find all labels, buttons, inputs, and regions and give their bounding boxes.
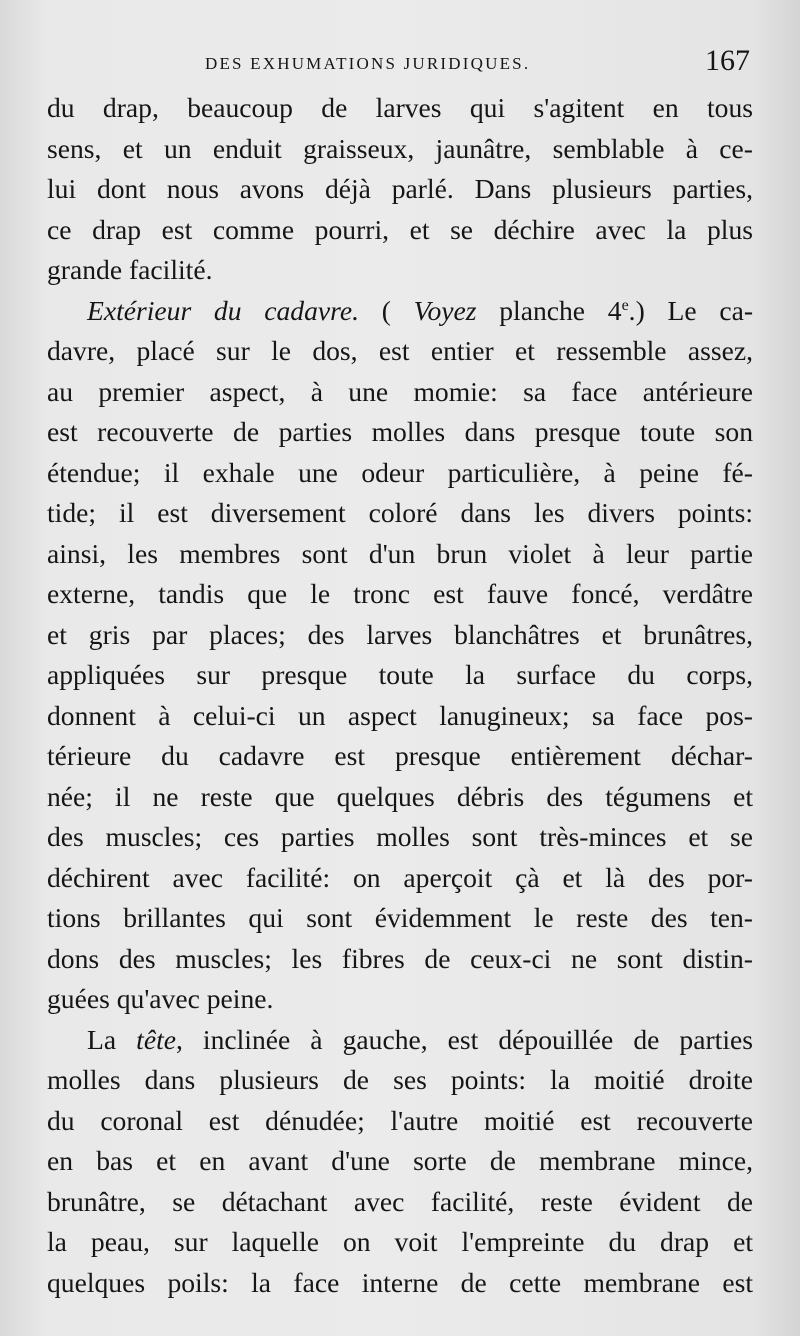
superscript: e [621,296,629,314]
text-line: déchirent avec facilité: on aperçoit çà et là des por- [47,861,753,893]
text-fragment: .) Le ca- [628,294,754,326]
page-header [48,44,752,84]
text-line: lui dont nous avons déjà parlé. Dans plusieurs parties, [47,173,753,204]
text-line: davre, placé sur le dos, est entier et ressemble assez, [47,335,753,366]
text-line: tide; il est diversement coloré dans les divers points: [47,497,753,528]
text-line: la peau, sur laquelle on voit l'empreinte du drap et [47,1226,753,1257]
text-line: grande facilité. [47,254,213,285]
text-line: étendue; il exhale une odeur particulière, à peine fé- [47,456,753,488]
text-line: du coronal est dénudée; l'autre moitié est recouverte [47,1104,753,1136]
text-line: térieure du cadavre est presque entièrement déchar- [47,740,753,771]
text-line: en bas et en avant d'une sorte de membrane mince, [47,1145,753,1176]
text-line-paragraph-start [47,1020,753,1061]
text-line: brunâtre, se détachant avec facilité, reste évident de [47,1185,753,1217]
text-line-section-heading [47,291,753,332]
text-line: donnent à celui-ci un aspect lanugineux; sa face pos- [47,699,753,731]
text-line: née; il ne reste que quelques débris des tégumens et [47,780,753,812]
text-line: appliquées sur presque toute la surface du corps, [47,659,753,690]
text-line: et gris par places; des larves blanchâtres et brunâtres, [47,618,753,650]
running-title: DES EXHUMATIONS JURIDIQUES. [205,54,531,73]
text-line: ce drap est comme pourri, et se déchire avec la plus [47,213,753,245]
text-line: molles dans plusieurs de ses points: la moitié droite [47,1064,753,1095]
text-line: quelques poils: la face interne de cette membrane est [47,1266,753,1298]
text-line: ainsi, les membres sont d'un brun violet à leur partie [47,537,753,569]
reference-italic: Voyez [413,294,477,326]
text-line: du drap, beaucoup de larves qui s'agitent en tous [47,92,753,123]
text-line: sens, et un enduit graisseux, jaunâtre, semblable à ce- [47,132,753,164]
section-heading-italic: Extérieur du cadavre. [87,294,360,326]
page-number: 167 [705,44,750,77]
text-line: dons des muscles; les fibres de ceux-ci ne sont distin- [47,942,753,974]
text-line: guées qu'avec peine. [47,983,274,1014]
text-fragment: La [87,1023,137,1055]
body-text [47,88,753,1303]
text-line: tions brillantes qui sont évidemment le reste des ten- [47,902,753,933]
emphasis-italic: tête [136,1023,176,1055]
text-line: des muscles; ces parties molles sont très-minces et se [47,821,753,852]
text-line: externe, tandis que le tronc est fauve foncé, verdâtre [47,578,753,609]
text-line: au premier aspect, à une momie: sa face antérieure [47,375,753,407]
text-fragment: , inclinée à gauche, est dépouillée de parties [175,1023,753,1055]
text-line: est recouverte de parties molles dans presque toute son [47,416,753,447]
text-fragment: ( [359,294,414,326]
text-fragment: planche 4 [476,294,622,326]
